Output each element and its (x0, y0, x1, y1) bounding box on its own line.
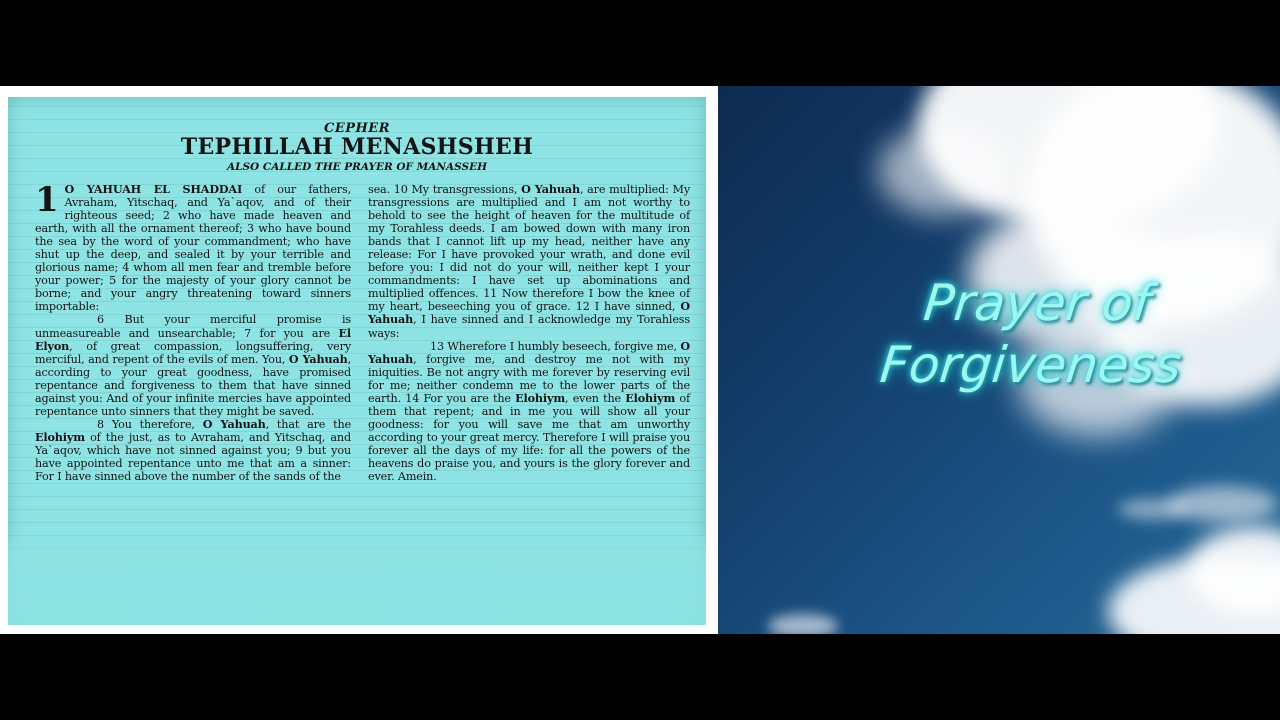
book-title: TEPHILLAH MENASHSHEH (180, 134, 534, 160)
scripture-page (8, 97, 706, 625)
paragraph-1: 1 O YAHUAH EL SHADDAI of our fathers, Avraham, Yitschaq, and Ya`aqov, and of their righteous seed; 2 who have made heaven and earth, with all the ornament thereof; 3 who have bound the sea by the word of your commandment; who have shut up the deep, and sealed it by your terrible and glorious name; 4 whom all men fear and tremble before your power; 5 for the majesty of your glory cannot be borne; and your angry threatening toward sinners importable: (35, 180, 351, 314)
video-frame (0, 86, 1280, 634)
overlay-title (797, 272, 1270, 396)
scripture-page-panel (0, 86, 718, 634)
paragraph-4: sea. 10 My transgressions, O Yahuah, are multiplied: My transgressions are multiplied and I am not worthy to behold to see the height of heaven for the multitude of my Torahless deeds. I am bowed down with many iron bands that I cannot lift up my head, neither have any release: For I have provoked your wrath, and done evil before you: I did not do your will, neither kept I your commandments: I have set up abominations and multiplied offences. 11 Now therefore I bow the knee of my heart, beseeching you of grace. 12 I have sinned, O Yahuah, I have sinned and I acknowledge my Torahless ways: (368, 182, 690, 340)
overlay-title-line-1: Prayer of (921, 274, 1154, 332)
text-column-right (368, 183, 690, 483)
overlay-title-line-2: Forgiveness (877, 336, 1185, 394)
paragraph-3: 8 You therefore, O Yahuah, that are the Elohiym of the just, as to Avraham, and Yitschaq, and Ya`aqov, which have not sinned against you; 9 but you have appointed repentance unto me that am a sinner: For I have sinned above the number of the sands of the (35, 416, 352, 484)
page-bottom-fade (8, 527, 706, 625)
sky-image-panel (718, 86, 1280, 634)
text-column-left (35, 180, 352, 484)
drop-cap-chapter-number: 1 (35, 180, 59, 220)
paragraph-5: 13 Wherefore I humbly beseech, forgive me, O Yahuah, forgive me, and destroy me not with my iniquities. Be not angry with me forever by reserving evil for me; neither condemn me to the lower parts of the earth. 14 For you are the Elohiym, even the Elohiym of them that repent; and in me you will show all your goodness: for you will save me that am unworthy according to your great mercy. Therefore I will praise you forever all the days of my life: for all the powers of the heavens do praise you, and yours is the glory forever and ever. Amein. (368, 338, 691, 484)
book-header: CEPHER (323, 121, 391, 136)
book-subtitle: ALSO CALLED THE PRAYER OF MANASSEH (226, 161, 488, 173)
paragraph-2: 6 But your merciful promise is unmeasureable and unsearchable; 7 for you are El Elyon, of great compassion, longsuffering, very merciful, and repent of the evils of men. You, O Yahuah, according to your great goodness, have promised repentance and forgiveness to them that have sinned against you: And of your infinite mercies have appointed repentance unto sinners that they might be saved. (35, 313, 351, 418)
opening-address: O YAHUAH EL SHADDAI (64, 182, 243, 196)
